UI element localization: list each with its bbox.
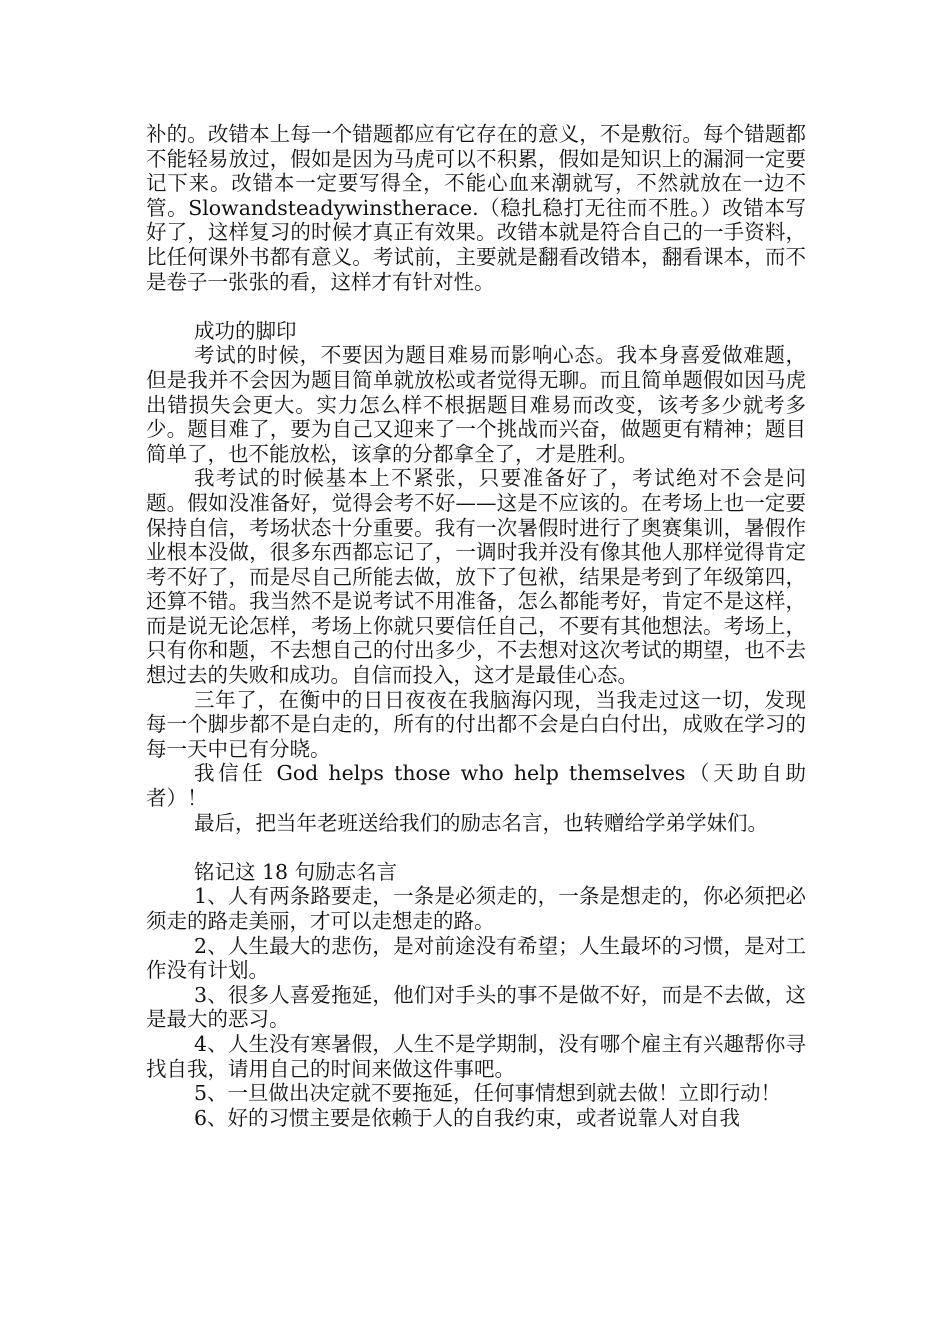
blank-line xyxy=(146,294,806,319)
blank-line xyxy=(146,835,806,860)
paragraph-god-helps: 我信任 God helps those who help themselves（天助自助者）！ xyxy=(146,761,806,811)
paragraph-error-notebook: 补的。改错本上每一个错题都应有它存在的意义，不是敷衍。每个错题都不能轻易放过，假如是因为马虎可以不积累，假如是知识上的漏洞一定要记下来。改错本一定要写得全，不能心血来潮就写，不然就放在一边不管。Slowandsteadywinstherace.（稳扎稳打无往而不胜。）改错本写好了，这样复习的时候才真正有效果。改错本就是符合自己的一手资料，比任何课外书都有意义。考试前，主要就是翻看改错本，翻看课本，而不是卷子一张张的看，这样才有针对性。 xyxy=(146,122,806,294)
list-item: 3、很多人喜爱拖延，他们对手头的事不是做不好，而是不去做，这是最大的恶习。 xyxy=(146,982,806,1032)
paragraph-exam-mindset: 考试的时候，不要因为题目难易而影响心态。我本身喜爱做难题，但是我并不会因为题目简单就放松或者觉得无聊。而且简单题假如因马虎出错损失会更大。实力怎么样不根据题目难易而改变，该考多少就考多少。题目难了，要为自己又迎来了一个挑战而兴奋，做题更有精神；题目简单了，也不能放松，该拿的分都拿全了，才是胜利。 xyxy=(146,343,806,466)
paragraph-three-years: 三年了，在衡中的日日夜夜在我脑海闪现，当我走过这一切，发现每一个脚步都不是白走的，所有的付出都不会是白白付出，成败在学习的每一天中已有分晓。 xyxy=(146,687,806,761)
document-page xyxy=(146,122,806,1130)
paragraph-confidence: 我考试的时候基本上不紧张，只要准备好了，考试绝对不会是问题。假如没准备好，觉得会考不好——这是不应该的。在考场上也一定要保持自信，考场状态十分重要。我有一次暑假时进行了奥赛集训，暑假作业根本没做，很多东西都忘记了，一调时我并没有像其他人那样觉得肯定考不好了，而是尽自己所能去做，放下了包袱，结果是考到了年级第四，还算不错。我当然不是说考试不用准备，怎么都能考好，肯定不是这样，而是说无论怎样，考场上你就只要信任自己，不要有其他想法。考场上，只有你和题，不去想自己的付出多少，不去想对这次考试的期望，也不去想过去的失败和成功。自信而投入，这才是最佳心态。 xyxy=(146,466,806,688)
list-item: 6、好的习惯主要是依赖于人的自我约束，或者说靠人对自我 xyxy=(194,1105,741,1130)
section-heading-quotes: 铭记这 18 句励志名言 xyxy=(194,859,398,884)
list-item: 4、人生没有寒暑假，人生不是学期制，没有哪个雇主有兴趣帮你寻找自我，请用自己的时间来做这件事吧。 xyxy=(146,1031,806,1081)
section-heading-success: 成功的脚印 xyxy=(194,318,297,343)
list-item: 2、人生最大的悲伤，是对前途没有希望；人生最坏的习惯，是对工作没有计划。 xyxy=(146,933,806,983)
list-item: 1、人有两条路要走，一条是必须走的，一条是想走的，你必须把必须走的路走美丽，才可以走想走的路。 xyxy=(146,884,806,933)
list-item: 5、一旦做出决定就不要拖延，任何事情想到就去做！立即行动！ xyxy=(194,1081,782,1106)
paragraph-finally: 最后，把当年老班送给我们的励志名言，也转赠给学弟学妹们。 xyxy=(194,810,768,835)
